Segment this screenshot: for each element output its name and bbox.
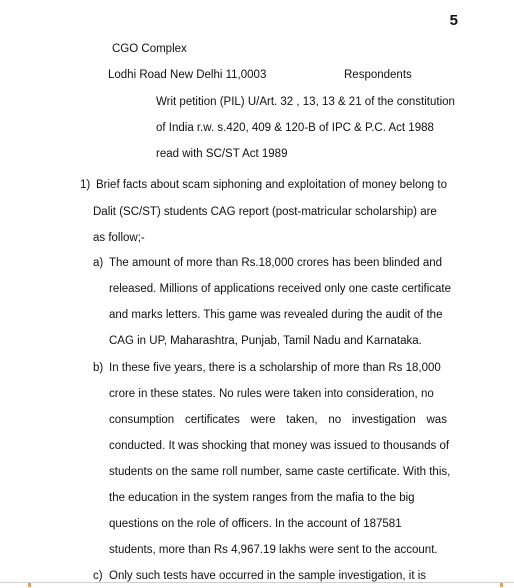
page-number: 5 [449, 12, 458, 29]
item-c-line-1: Only such tests have occurred in the sample investigation, it is [109, 570, 427, 582]
item-b-marker: b) [93, 362, 104, 374]
petition-line-3: read with SC/ST Act 1989 [156, 148, 288, 160]
item-a-line-1: The amount of more than Rs.18,000 crores has been blinded and [109, 257, 443, 269]
respondents-label: Respondents [344, 69, 412, 81]
ruler-marks [0, 583, 514, 588]
address-line-2: Lodhi Road New Delhi 11,0003 [108, 69, 267, 81]
item-b-line-3-word: was [426, 414, 447, 426]
item-c-marker: c) [93, 570, 103, 582]
item-a-marker: a) [93, 257, 104, 269]
ruler-mark [28, 583, 31, 587]
item-b-line-6: the education in the system ranges from the mafia to the big [109, 492, 415, 504]
section-1-line-1: Brief facts about scam siphoning and exploitation of money belong to [96, 179, 447, 191]
item-b-line-3-word: investigation [351, 414, 416, 426]
section-1-line-2: Dalit (SC/ST) students CAG report (post-matricular scholarship) are [93, 206, 437, 218]
item-b-line-3-word: consumption [109, 414, 175, 426]
item-b-line-4: conducted. It was shocking that money was issued to thousands of [109, 440, 450, 452]
ruler-mark [500, 583, 503, 587]
address-line-1: CGO Complex [112, 43, 187, 55]
item-b-line-8: students, more than Rs 4,967.19 lakhs were sent to the account. [109, 544, 438, 556]
petition-line-2: of India r.w. s.420, 409 & 120-B of IPC & P.C. Act 1988 [156, 122, 434, 134]
item-b-line-2: crore in these states. No rules were taken into consideration, no [109, 388, 434, 400]
item-b-line-5: students on the same roll number, same caste certificate. With this, [109, 466, 451, 478]
section-1-line-3: as follow;- [93, 232, 145, 244]
item-a-line-4: CAG in UP, Maharashtra, Punjab, Tamil Nadu and Karnataka. [109, 335, 422, 347]
item-b-line-7: questions on the role of officers. In the account of 187581 [109, 518, 402, 530]
item-b-line-3-word: certificates [184, 414, 240, 426]
item-b-line-3-word: taken, [286, 414, 318, 426]
item-b-line-3-word: were [250, 414, 276, 426]
section-1-marker: 1) [80, 179, 91, 191]
item-b-line-3-word: no [328, 414, 342, 426]
item-b-line-1: In these five years, there is a scholarship of more than Rs 18,000 [109, 362, 441, 374]
item-a-line-3: and marks letters. This game was revealed during the audit of the [109, 309, 443, 321]
item-a-line-2: released. Millions of applications received only one caste certificate [109, 283, 451, 295]
item-b-line-3 [109, 413, 447, 427]
petition-line-1: Writ petition (PIL) U/Art. 32 , 13, 13 & 21 of the constitution [156, 96, 455, 108]
